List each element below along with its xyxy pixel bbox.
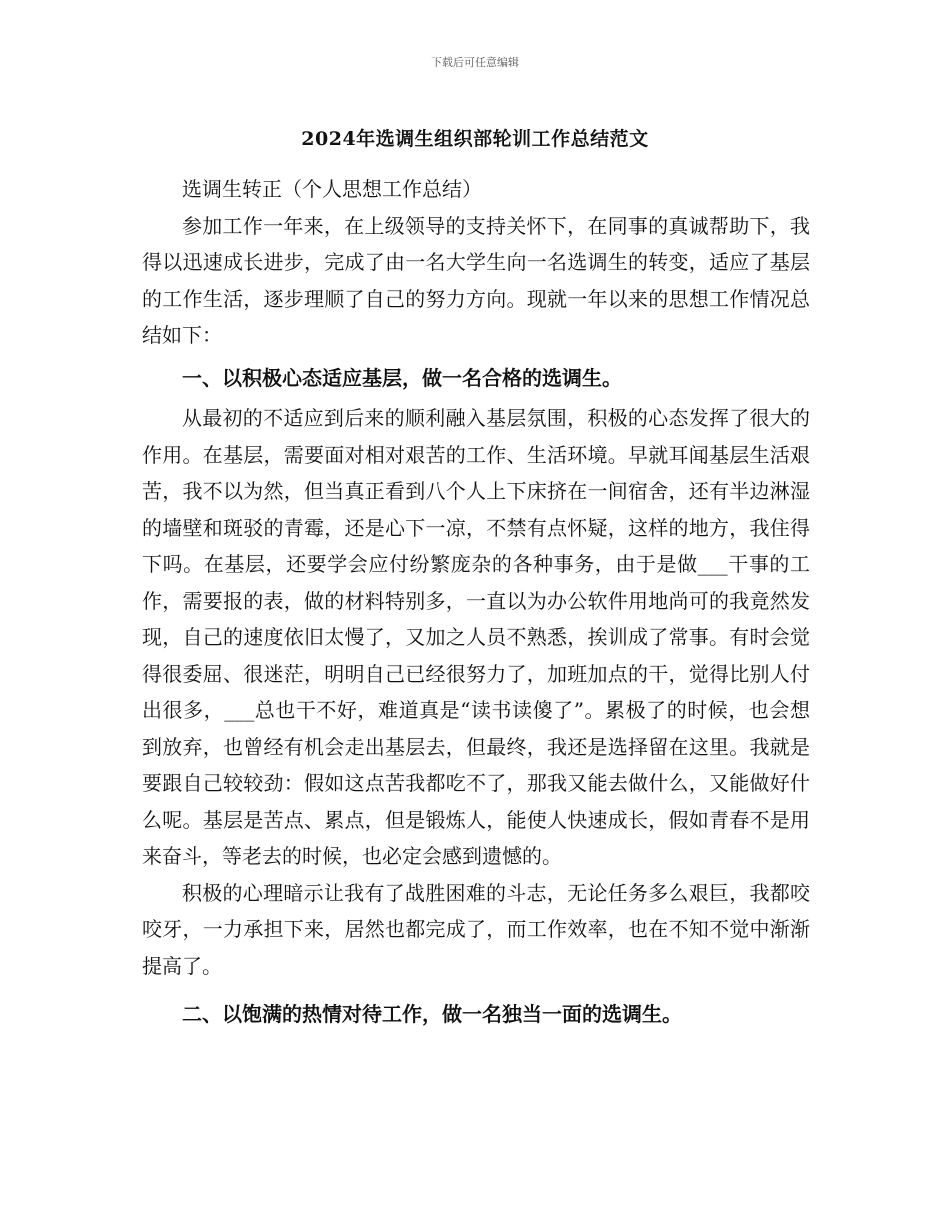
document-body bbox=[142, 171, 810, 1033]
document-title: 2024年选调生组织部轮训工作总结范文 bbox=[301, 128, 649, 150]
section-2-heading: 二、以饱满的热情对待工作，做一名独当一面的选调生。 bbox=[182, 1002, 682, 1026]
subtitle-paragraph: 选调生转正（个人思想工作总结） bbox=[182, 177, 482, 201]
header-note: 下载后可任意编辑 bbox=[431, 56, 519, 69]
intro-paragraph: 参加工作一年来，在上级领导的支持关怀下，在同事的真诚帮助下，我得以迅速成长进步，完成了由一名大学生向一名选调生的转变，适应了基层的工作生活，逐步理顺了自己的努力方向。现就一年以来的思想工作情况总结如下： bbox=[142, 213, 810, 347]
section-1-paragraph-1: 从最初的不适应到后来的顺利融入基层氛围，积极的心态发挥了很大的作用。在基层，需要面对相对艰苦的工作、生活环境。早就耳闻基层生活艰苦，我不以为然，但当真正看到八个人上下床挤在一间宿舍，还有半边淋湿的墙壁和斑驳的青霉，还是心下一凉，不禁有点怀疑，这样的地方，我住得下吗。在基层，还要学会应付纷繁庞杂的各种事务，由于是做___干事的工作，需要报的表，做的材料特别多，一直以为办公软件用地尚可的我竟然发现，自己的速度依旧太慢了，又加之人员不熟悉，挨训成了常事。有时会觉得很委屈、很迷茫，明明自己已经很努力了，加班加点的干，觉得比别人付出很多，___总也干不好，难道真是“读书读傻了”。累极了的时候，也会想到放弃，也曾经有机会走出基层去，但最终，我还是选择留在这里。我就是要跟自己较较劲：假如这点苦我都吃不了，那我又能去做什么，又能做好什么呢。基层是苦点、累点，但是锻炼人，能使人快速成长，假如青春不是用来奋斗，等老去的时候，也必定会感到遗憾的。 bbox=[142, 406, 810, 868]
section-1-paragraph-2: 积极的心理暗示让我有了战胜困难的斗志，无论任务多么艰巨，我都咬咬牙，一力承担下来，居然也都完成了，而工作效率，也在不知不觉中渐渐提高了。 bbox=[142, 880, 810, 978]
section-1-heading: 一、以积极心态适应基层，做一名合格的选调生。 bbox=[182, 365, 622, 390]
